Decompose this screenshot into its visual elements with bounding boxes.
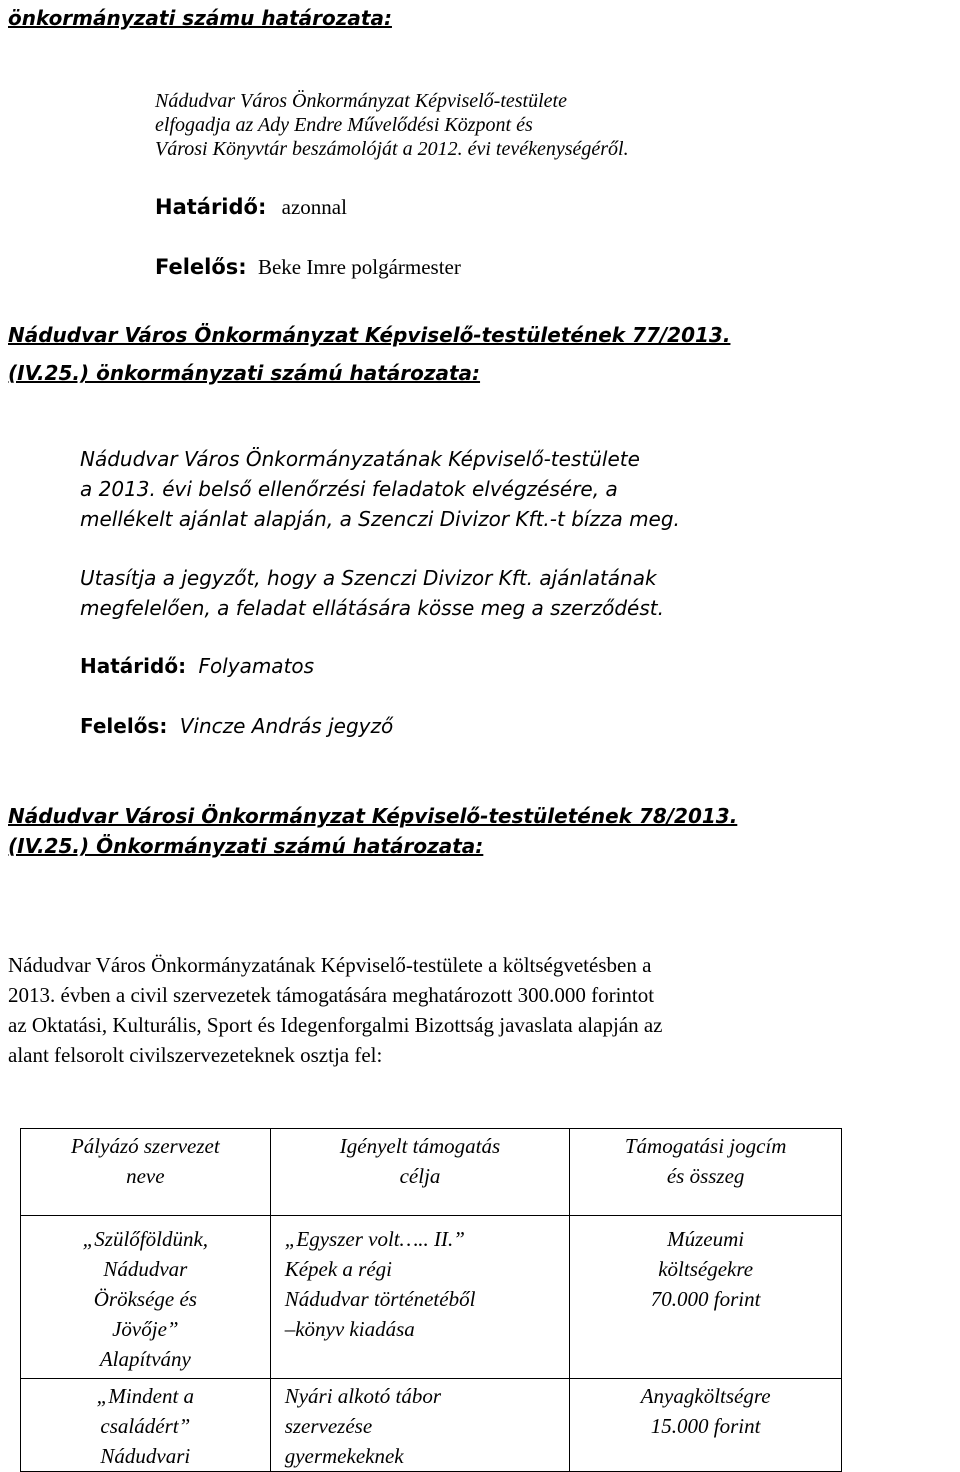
- text-line: Nádudvar Város Önkormányzatának Képviselő-testülete a költségvetésben a: [8, 953, 652, 977]
- header-cell-purpose: Igényelt támogatás célja: [270, 1129, 570, 1216]
- text-line: Utasítja a jegyzőt, hogy a Szenczi Divizor Kft. ajánlatának: [80, 566, 657, 590]
- text-line: alant felsorolt civilszervezeteknek osztja fel:: [8, 1043, 383, 1067]
- resolution-3-heading: [8, 801, 737, 861]
- table-row: [21, 1379, 842, 1472]
- cell-amount: Múzeumi költségekre 70.000 forint: [570, 1216, 842, 1379]
- text-line: Nádudvar Város Önkormányzatának Képviselő-testülete: [80, 447, 640, 471]
- deadline-value: Folyamatos: [198, 654, 315, 678]
- resolution-2-instruction: [80, 563, 664, 623]
- text-line: elfogadja az Ady Endre Művelődési Központ és: [155, 114, 533, 136]
- text-line: megfelelően, a feladat ellátására kösse meg a szerződést.: [80, 596, 664, 620]
- resolution-1-deadline: [155, 192, 347, 222]
- table-row: [21, 1216, 842, 1379]
- deadline-label: Határidő:: [80, 654, 187, 678]
- table-header-row: [21, 1129, 842, 1216]
- resolution-2-heading: [8, 316, 730, 392]
- cell-organization: „Mindent a családért” Nádudvari: [21, 1379, 271, 1472]
- resolution-1-responsible: [155, 252, 461, 282]
- text-line: Nádudvar Város Önkormányzat Képviselő-testülete: [155, 90, 567, 112]
- text-line: 2013. évben a civil szervezetek támogatására meghatározott 300.000 forintot: [8, 983, 655, 1007]
- text-line: az Oktatási, Kulturális, Sport és Idegenforgalmi Bizottság javaslata alapján az: [8, 1013, 663, 1037]
- text-line: Városi Könyvtár beszámolóját a 2012. évi tevékenységéről.: [155, 138, 629, 160]
- cell-organization: „Szülőföldünk, Nádudvar Öröksége és Jövője” Alapítvány: [21, 1216, 271, 1379]
- resolution-heading-fragment: önkormányzati számu határozata:: [8, 6, 392, 30]
- heading-line: Nádudvar Város Önkormányzat Képviselő-testületének 77/2013.: [8, 323, 731, 347]
- header-cell-amount: Támogatási jogcím és összeg: [570, 1129, 842, 1216]
- heading-line: Nádudvar Városi Önkormányzat Képviselő-testületének 78/2013.: [8, 804, 738, 828]
- resolution-2-deadline: [80, 651, 314, 681]
- cell-amount: Anyagköltségre 15.000 forint: [570, 1379, 842, 1472]
- responsible-label: Felelős:: [155, 255, 247, 279]
- responsible-label: Felelős:: [80, 714, 168, 738]
- responsible-value: Vincze András jegyző: [179, 714, 394, 738]
- cell-purpose: „Egyszer volt….. II.” Képek a régi Nádudvar történetéből –könyv kiadása: [270, 1216, 570, 1379]
- responsible-value: Beke Imre polgármester: [257, 255, 461, 279]
- resolution-2-text: [80, 444, 680, 534]
- cell-purpose: Nyári alkotó tábor szervezése gyermekeknek: [270, 1379, 570, 1472]
- deadline-value: azonnal: [281, 195, 347, 219]
- text-line: a 2013. évi belső ellenőrzési feladatok elvégzésére, a: [80, 477, 618, 501]
- resolution-2-responsible: [80, 711, 393, 741]
- resolution-1-text: [155, 89, 629, 161]
- grant-allocation-table: [20, 1128, 842, 1472]
- deadline-label: Határidő:: [155, 195, 267, 219]
- resolution-3-text: [8, 950, 663, 1070]
- text-line: mellékelt ajánlat alapján, a Szenczi Divizor Kft.-t bízza meg.: [80, 507, 680, 531]
- header-cell-organization: Pályázó szervezet neve: [21, 1129, 271, 1216]
- heading-line: (IV.25.) önkormányzati számú határozata:: [8, 361, 481, 385]
- heading-line: (IV.25.) Önkormányzati számú határozata:: [8, 834, 484, 858]
